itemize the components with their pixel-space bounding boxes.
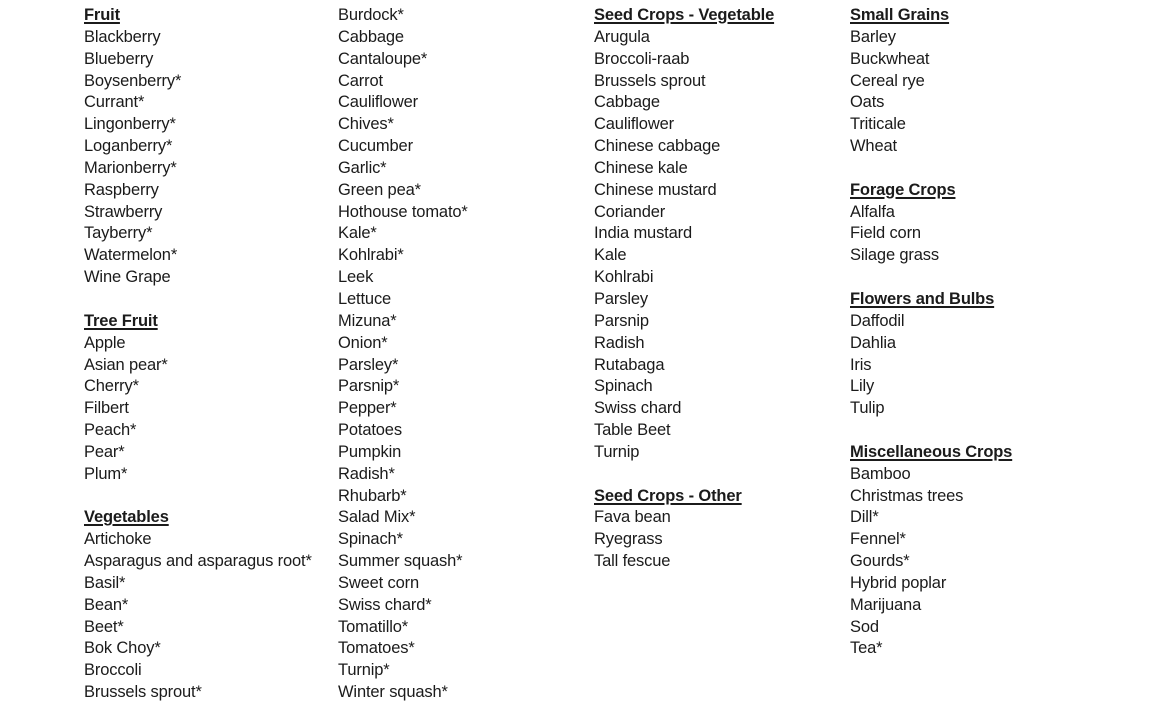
list-item: Coriander — [594, 202, 666, 221]
list-item: Lingonberry* — [84, 115, 176, 134]
list-item: Kohlrabi — [594, 268, 654, 287]
list-item: Gourds* — [850, 552, 910, 571]
section-heading: Miscellaneous Crops — [850, 442, 1013, 461]
list-item: Cherry* — [84, 377, 139, 396]
section-heading: Seed Crops - Other — [594, 486, 742, 505]
list-item: Broccoli-raab — [594, 49, 690, 68]
list-item: Triticale — [850, 115, 906, 134]
list-item: Turnip* — [338, 661, 390, 680]
list-item: Oats — [850, 93, 885, 112]
list-item: Chinese mustard — [594, 180, 717, 199]
list-item: Peach* — [84, 421, 137, 440]
list-item: Wheat — [850, 137, 897, 156]
list-item: Artichoke — [84, 530, 152, 549]
list-item: Tomatoes* — [338, 639, 415, 658]
list-item: Cabbage — [338, 27, 404, 46]
list-item: Turnip — [594, 442, 640, 461]
list-item: Carrot — [338, 71, 383, 90]
list-item: Fava bean — [594, 508, 671, 527]
list-item: Hothouse tomato* — [338, 202, 468, 221]
list-item: Pumpkin — [338, 442, 402, 461]
list-item: Lettuce — [338, 289, 392, 308]
section-heading: Tree Fruit — [84, 311, 158, 330]
section-heading: Flowers and Bulbs — [850, 289, 995, 308]
list-item: Cabbage — [594, 93, 660, 112]
list-item: Wine Grape — [84, 268, 171, 287]
list-item: Spinach* — [338, 530, 403, 549]
list-item: Watermelon* — [84, 246, 178, 265]
list-item: Bok Choy* — [84, 639, 161, 658]
list-item: Garlic* — [338, 158, 387, 177]
list-item: India mustard — [594, 224, 693, 243]
list-item: Bamboo — [850, 464, 911, 483]
list-item: Chinese cabbage — [594, 137, 721, 156]
list-item: Fennel* — [850, 530, 906, 549]
list-item: Pepper* — [338, 399, 397, 418]
list-item: Cereal rye — [850, 71, 925, 90]
crop-section — [84, 507, 312, 704]
list-item: Kale — [594, 246, 627, 265]
column-2 — [338, 5, 468, 704]
list-item: Loganberry* — [84, 137, 173, 156]
list-item: Tayberry* — [84, 224, 153, 243]
list-item: Silage grass — [850, 246, 939, 265]
list-item: Barley — [850, 27, 896, 46]
list-item: Kohlrabi* — [338, 246, 404, 265]
list-item: Dill* — [850, 508, 879, 527]
list-item: Cauliflower — [594, 115, 674, 134]
list-item: Raspberry — [84, 180, 159, 199]
list-item: Beet* — [84, 617, 124, 636]
list-item: Swiss chard — [594, 399, 682, 418]
crop-section — [850, 289, 1012, 420]
column-4 — [850, 5, 1012, 660]
list-item: Pear* — [84, 442, 125, 461]
section-heading: Seed Crops - Vegetable — [594, 6, 775, 24]
list-item: Green pea* — [338, 180, 421, 199]
list-item: Currant* — [84, 93, 145, 112]
list-item: Marionberry* — [84, 158, 177, 177]
list-item: Buckwheat — [850, 49, 930, 68]
crop-section — [84, 5, 312, 289]
list-item: Sod — [850, 617, 879, 636]
list-item: Asparagus and asparagus root* — [84, 552, 312, 571]
section-heading: Fruit — [84, 6, 120, 24]
list-item: Lily — [850, 377, 875, 396]
list-item: Christmas trees — [850, 486, 964, 505]
list-item: Filbert — [84, 399, 129, 418]
crop-section — [338, 5, 468, 704]
column-3 — [594, 5, 774, 573]
list-item: Mizuna* — [338, 311, 397, 330]
list-item: Burdock* — [338, 6, 404, 24]
list-item: Blueberry — [84, 49, 154, 68]
list-item: Asian pear* — [84, 355, 168, 374]
list-item: Cucumber — [338, 137, 413, 156]
list-item: Bean* — [84, 595, 129, 614]
list-item: Iris — [850, 355, 872, 374]
list-item: Onion* — [338, 333, 388, 352]
list-item: Chinese kale — [594, 158, 688, 177]
list-item: Hybrid poplar — [850, 573, 947, 592]
list-item: Brussels sprout* — [84, 683, 202, 702]
list-item: Tulip — [850, 399, 885, 418]
list-item: Spinach — [594, 377, 653, 396]
list-item: Summer squash* — [338, 552, 463, 571]
list-item: Parsley — [594, 289, 648, 308]
crop-section — [594, 486, 774, 573]
list-item: Table Beet — [594, 421, 671, 440]
list-item: Tomatillo* — [338, 617, 409, 636]
section-heading: Forage Crops — [850, 180, 956, 199]
list-item: Alfalfa — [850, 202, 895, 221]
list-item: Cantaloupe* — [338, 49, 428, 68]
list-item: Blackberry — [84, 27, 161, 46]
list-item: Plum* — [84, 464, 128, 483]
column-1 — [84, 5, 312, 704]
section-heading: Small Grains — [850, 6, 950, 24]
list-item: Cauliflower — [338, 93, 418, 112]
list-item: Parsnip — [594, 311, 649, 330]
list-item: Tea* — [850, 639, 883, 658]
section-heading: Vegetables — [84, 508, 169, 527]
list-item: Sweet corn — [338, 573, 420, 592]
list-item: Kale* — [338, 224, 377, 243]
list-item: Radish* — [338, 464, 395, 483]
list-item: Ryegrass — [594, 530, 663, 549]
list-item: Daffodil — [850, 311, 905, 330]
list-item: Winter squash* — [338, 683, 448, 702]
list-item: Radish — [594, 333, 645, 352]
list-item: Rhubarb* — [338, 486, 407, 505]
list-item: Brussels sprout — [594, 71, 706, 90]
list-item: Basil* — [84, 573, 126, 592]
list-item: Arugula — [594, 27, 650, 46]
crop-section — [594, 5, 774, 464]
list-item: Chives* — [338, 115, 394, 134]
list-item: Rutabaga — [594, 355, 665, 374]
list-item: Parsley* — [338, 355, 399, 374]
list-item: Tall fescue — [594, 552, 671, 571]
list-item: Apple — [84, 333, 126, 352]
crop-section — [850, 180, 1012, 267]
crop-section — [850, 5, 1012, 158]
list-item: Broccoli — [84, 661, 142, 680]
list-item: Swiss chard* — [338, 595, 432, 614]
crop-section — [84, 311, 312, 486]
list-item: Field corn — [850, 224, 921, 243]
list-item: Potatoes — [338, 421, 402, 440]
crop-section — [850, 442, 1012, 660]
list-item: Salad Mix* — [338, 508, 416, 527]
list-item: Dahlia — [850, 333, 896, 352]
list-item: Boysenberry* — [84, 71, 182, 90]
list-item: Parsnip* — [338, 377, 400, 396]
list-item: Strawberry — [84, 202, 163, 221]
list-item: Marijuana — [850, 595, 922, 614]
list-item: Leek — [338, 268, 374, 287]
